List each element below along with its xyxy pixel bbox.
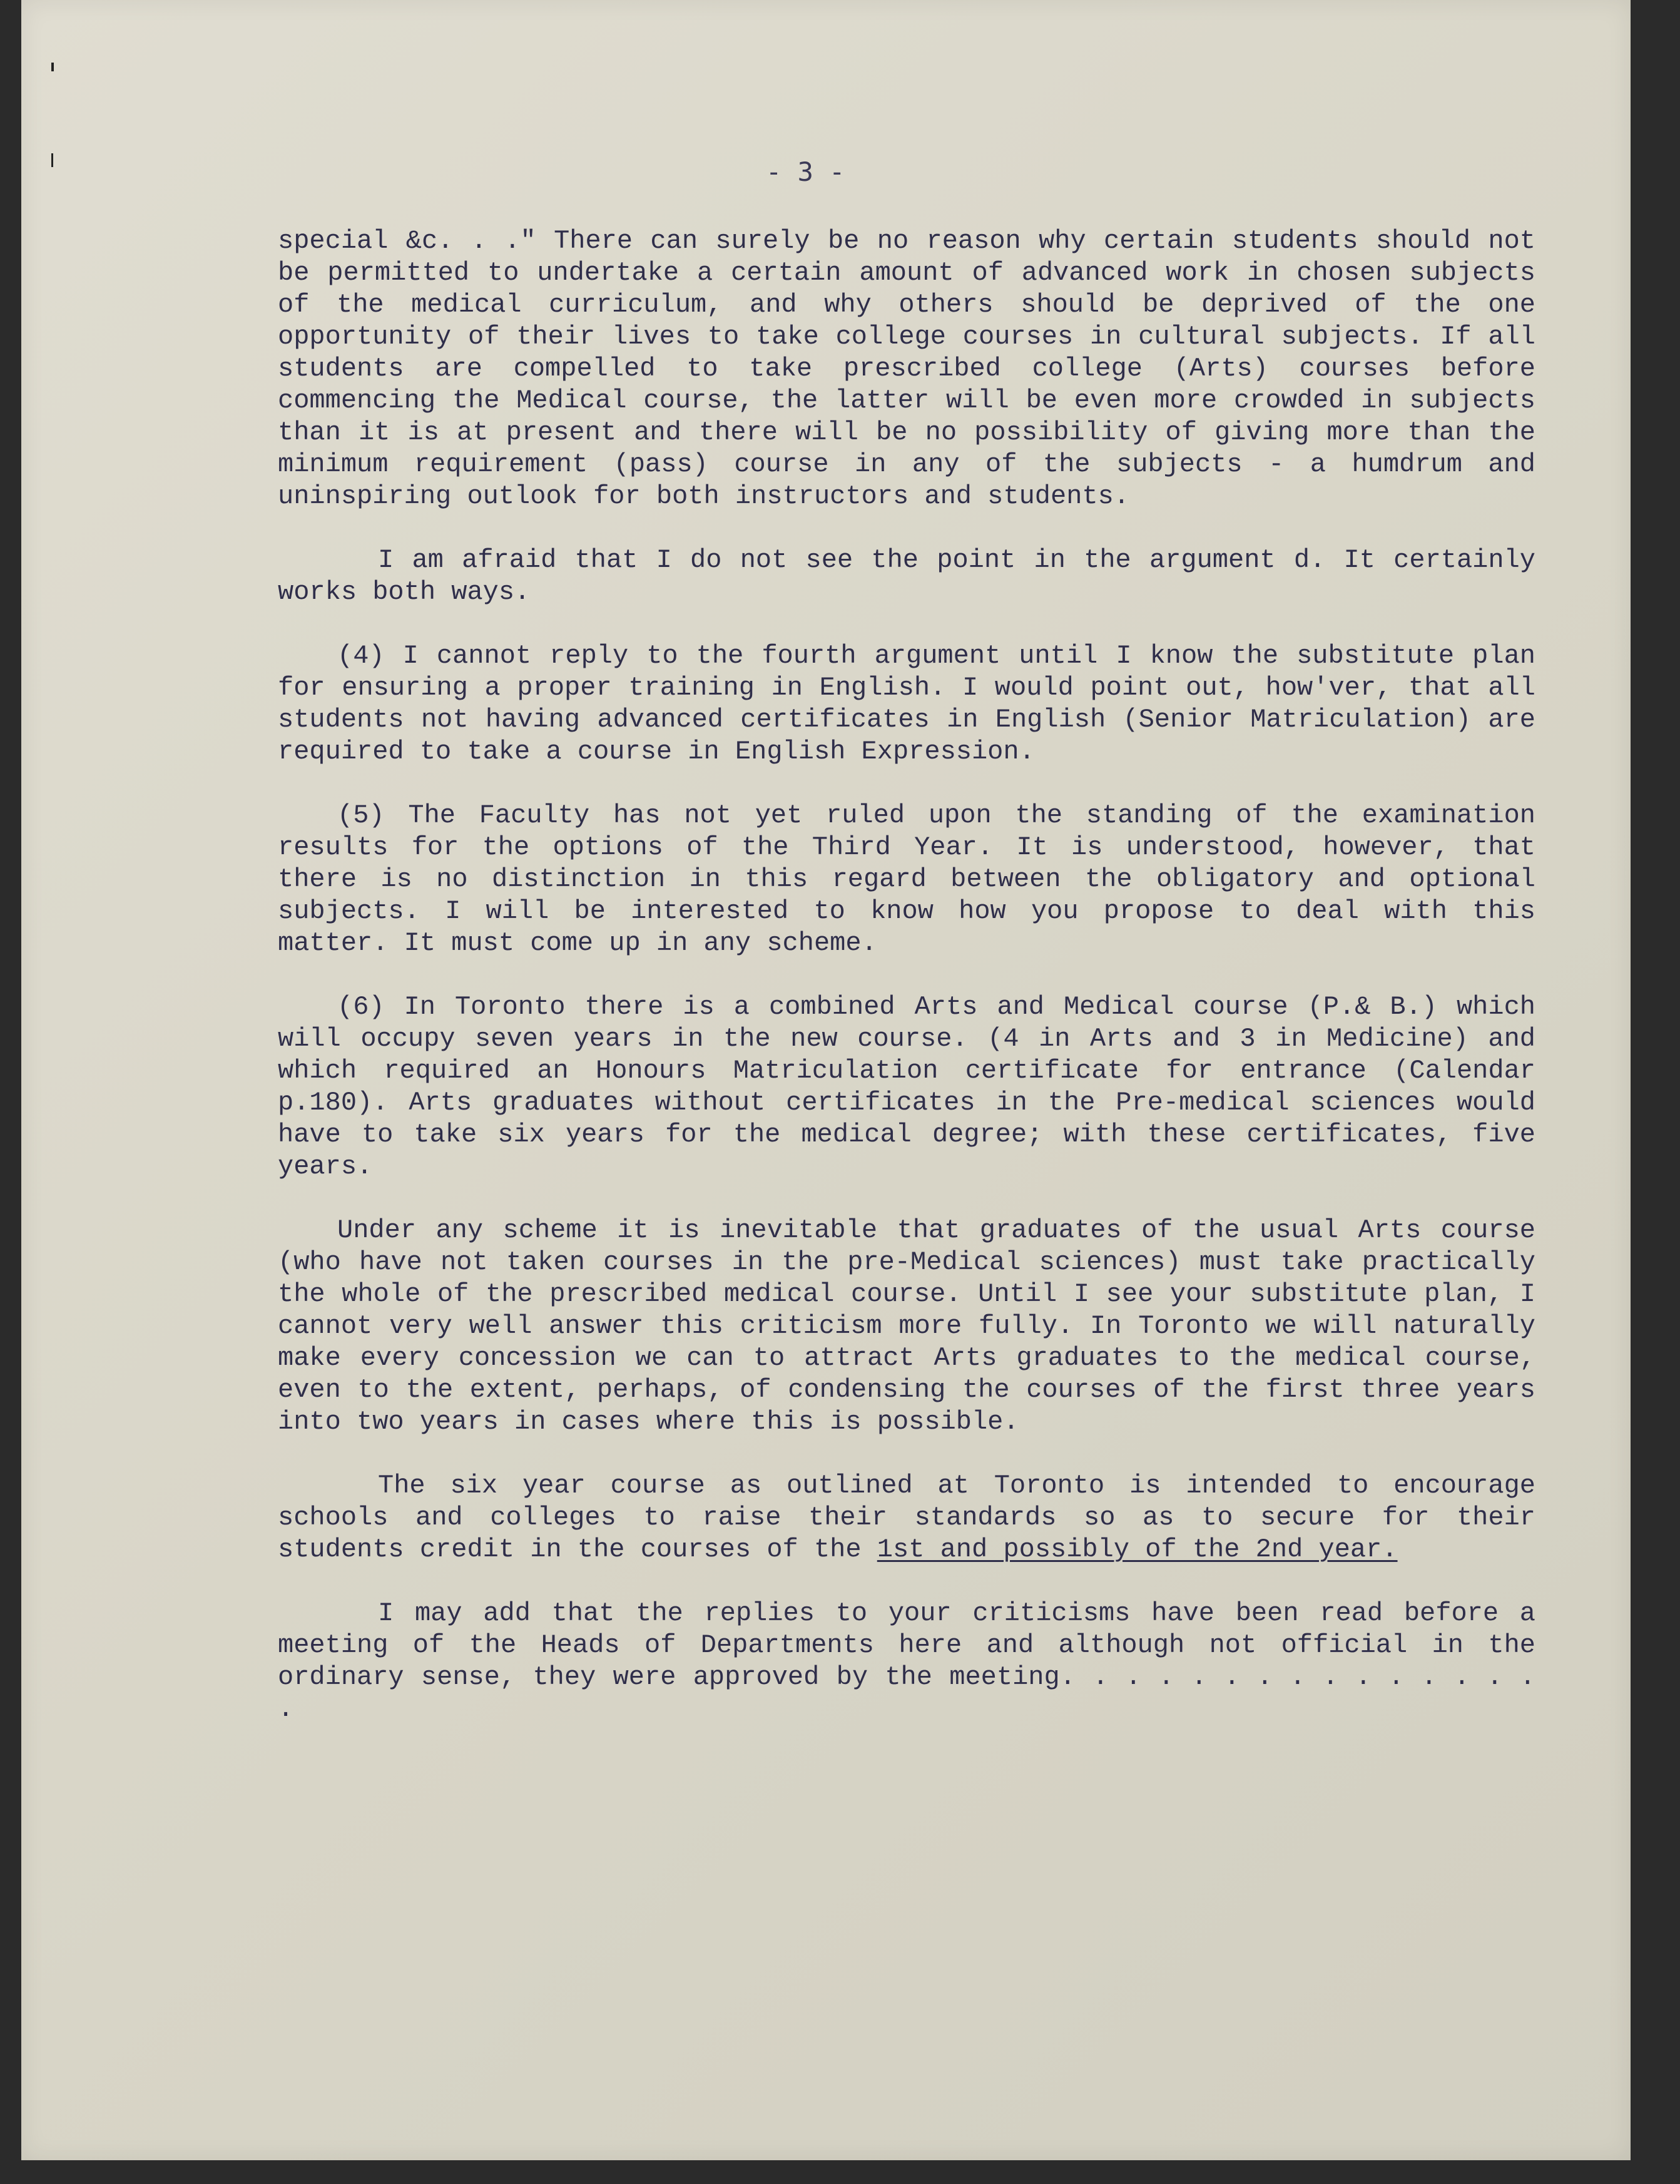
document-page <box>21 0 1631 2160</box>
letter-body <box>278 225 1535 1757</box>
paragraph-point-5: (5) The Faculty has not yet ruled upon the standing of the examination results for the options of the Third Year. It is understood, however, that there is no distinction in this regard between the obligatory and optional subjects. I will be interested to know how you propose to deal with this matter. It must come up in any scheme. <box>278 800 1535 958</box>
paragraph-argument-d: I am afraid that I do not see the point in the argument d. It certainly works both ways. <box>278 545 1535 607</box>
six-year-text: The six year course as outlined at Toronto is intended to encourage schools and colleges to raise their standards so as to secure for their students credit in the courses of the <box>278 1471 1535 1564</box>
underlined-years: 1st and possibly of the 2nd year. <box>877 1534 1398 1564</box>
paragraph-point-4: (4) I cannot reply to the fourth argument until I know the substitute plan for ensuring a proper training in English. I would point out, how'ver, that all students not having advanced certificates in English (Senior Matriculation) are required to take a course in English Expression. <box>278 641 1535 767</box>
paragraph-arts-graduates: Under any scheme it is inevitable that graduates of the usual Arts course (who have not taken courses in the pre-Medical sciences) must take practically the whole of the prescribed medical course. Until I see your substitute plan, I cannot very well answer this criticism more fully. In Toronto we will naturally make every concession we can to attract Arts graduates to the medical course, even to the extent, perhaps, of condensing the courses of the first three years into two years in cases where this is possible. <box>278 1215 1535 1437</box>
paragraph-six-year-course <box>278 1470 1535 1566</box>
paragraph-point-6: (6) In Toronto there is a combined Arts and Medical course (P.& B.) which will occupy seven years in the new course. (4 in Arts and 3 in Medicine) and which required an Honours Matriculation certificate for entrance (Calendar p.180). Arts graduates without certificates in the Pre-medical sciences would have to take six years for the medical degree; with these certificates, five years. <box>278 992 1535 1181</box>
punch-mark <box>51 63 54 71</box>
paragraph-closing: I may add that the replies to your criticisms have been read before a meeting of the Heads of Departments here and although not official in the ordinary sense, they were approved by the meeting. . . . . . . . . . . . . . . . <box>278 1598 1535 1724</box>
paragraph-continuation: special &c. . ." There can surely be no reason why certain students should not be permitted to undertake a certain amount of advanced work in chosen subjects of the medical curriculum, and why others should be deprived of the one opportunity of their lives to take college courses in cultural subjects. If all students are compelled to take prescribed college (Arts) courses before commencing the Medical course, the latter will be even more crowded in subjects than it is at present and there will be no possibility of giving more than the minimum requirement (pass) course in any of the subjects - a humdrum and uninspiring outlook for both instructors and students. <box>278 226 1535 511</box>
punch-mark <box>51 153 53 167</box>
page-number: - 3 - <box>766 156 845 187</box>
